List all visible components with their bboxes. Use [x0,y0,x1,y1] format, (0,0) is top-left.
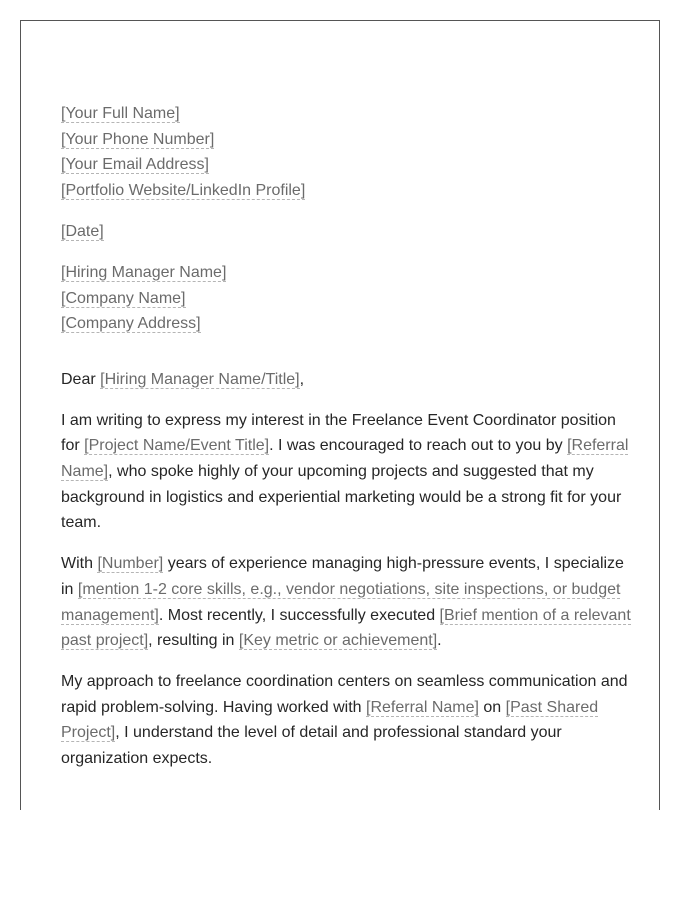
paragraph-text: , resulting in [148,632,239,650]
project-name-field[interactable]: [Project Name/Event Title] [84,437,270,455]
referral-name-field-2[interactable]: [Referral Name] [366,698,479,716]
shared-project-field[interactable]: [Past Shared Project] [61,698,599,742]
body-paragraph-2 [61,551,631,653]
referral-name-field[interactable]: [Referral Name] [61,437,629,481]
letter-content [61,101,631,787]
salutation-name-field[interactable]: [Hiring Manager Name/Title] [100,370,300,388]
date-field[interactable]: [Date] [61,222,104,240]
body-paragraph-3 [61,669,631,771]
paragraph-text: My approach to freelance coordination centers on seamless communication and rapid problem-solving. Having worked with [61,673,628,716]
paragraph-text: , I understand the level of detail and professional standard your organization expects. [61,724,562,767]
sender-name-field[interactable]: [Your Full Name] [61,105,180,122]
recipient-address-field[interactable]: [Company Address] [61,315,201,333]
core-skills-field[interactable]: [mention 1-2 core skills, e.g., vendor negotiations, site inspections, or budget management] [61,580,621,624]
paragraph-text: years of experience managing high-pressure events, I specialize in [61,555,624,598]
recipient-block [61,260,631,337]
salutation-prefix: Dear [61,370,101,388]
date-block [61,219,631,245]
sender-email-field[interactable]: [Your Email Address] [61,156,209,174]
paragraph-text: I am writing to express my interest in the Freelance Event Coordinator position for [61,411,616,455]
paragraph-text: . I was encouraged to reach out to you by [269,437,568,455]
paragraph-text: , who spoke highly of your upcoming projects and suggested that my background in logistics and experiential marketing would be a strong fit for your team. [61,463,622,532]
sender-portfolio-field[interactable]: [Portfolio Website/LinkedIn Profile] [61,181,306,199]
past-project-field[interactable]: [Brief mention of a relevant past project] [61,606,631,650]
sender-phone-field[interactable]: [Your Phone Number] [61,130,215,148]
paragraph-text: . [437,632,442,650]
recipient-company-field[interactable]: [Company Name] [61,289,186,307]
paragraph-text: . Most recently, I successfully executed [158,606,440,624]
recipient-manager-field[interactable]: [Hiring Manager Name] [61,263,227,281]
paragraph-text: With [61,555,98,573]
body-paragraph-1 [61,408,631,536]
key-metric-field[interactable]: [Key metric or achievement] [238,632,438,650]
salutation [61,367,631,393]
paragraph-text: on [478,698,506,716]
years-number-field[interactable]: [Number] [97,555,164,573]
salutation-suffix: , [299,370,305,388]
sender-block [61,101,631,203]
letter-page [20,20,660,810]
